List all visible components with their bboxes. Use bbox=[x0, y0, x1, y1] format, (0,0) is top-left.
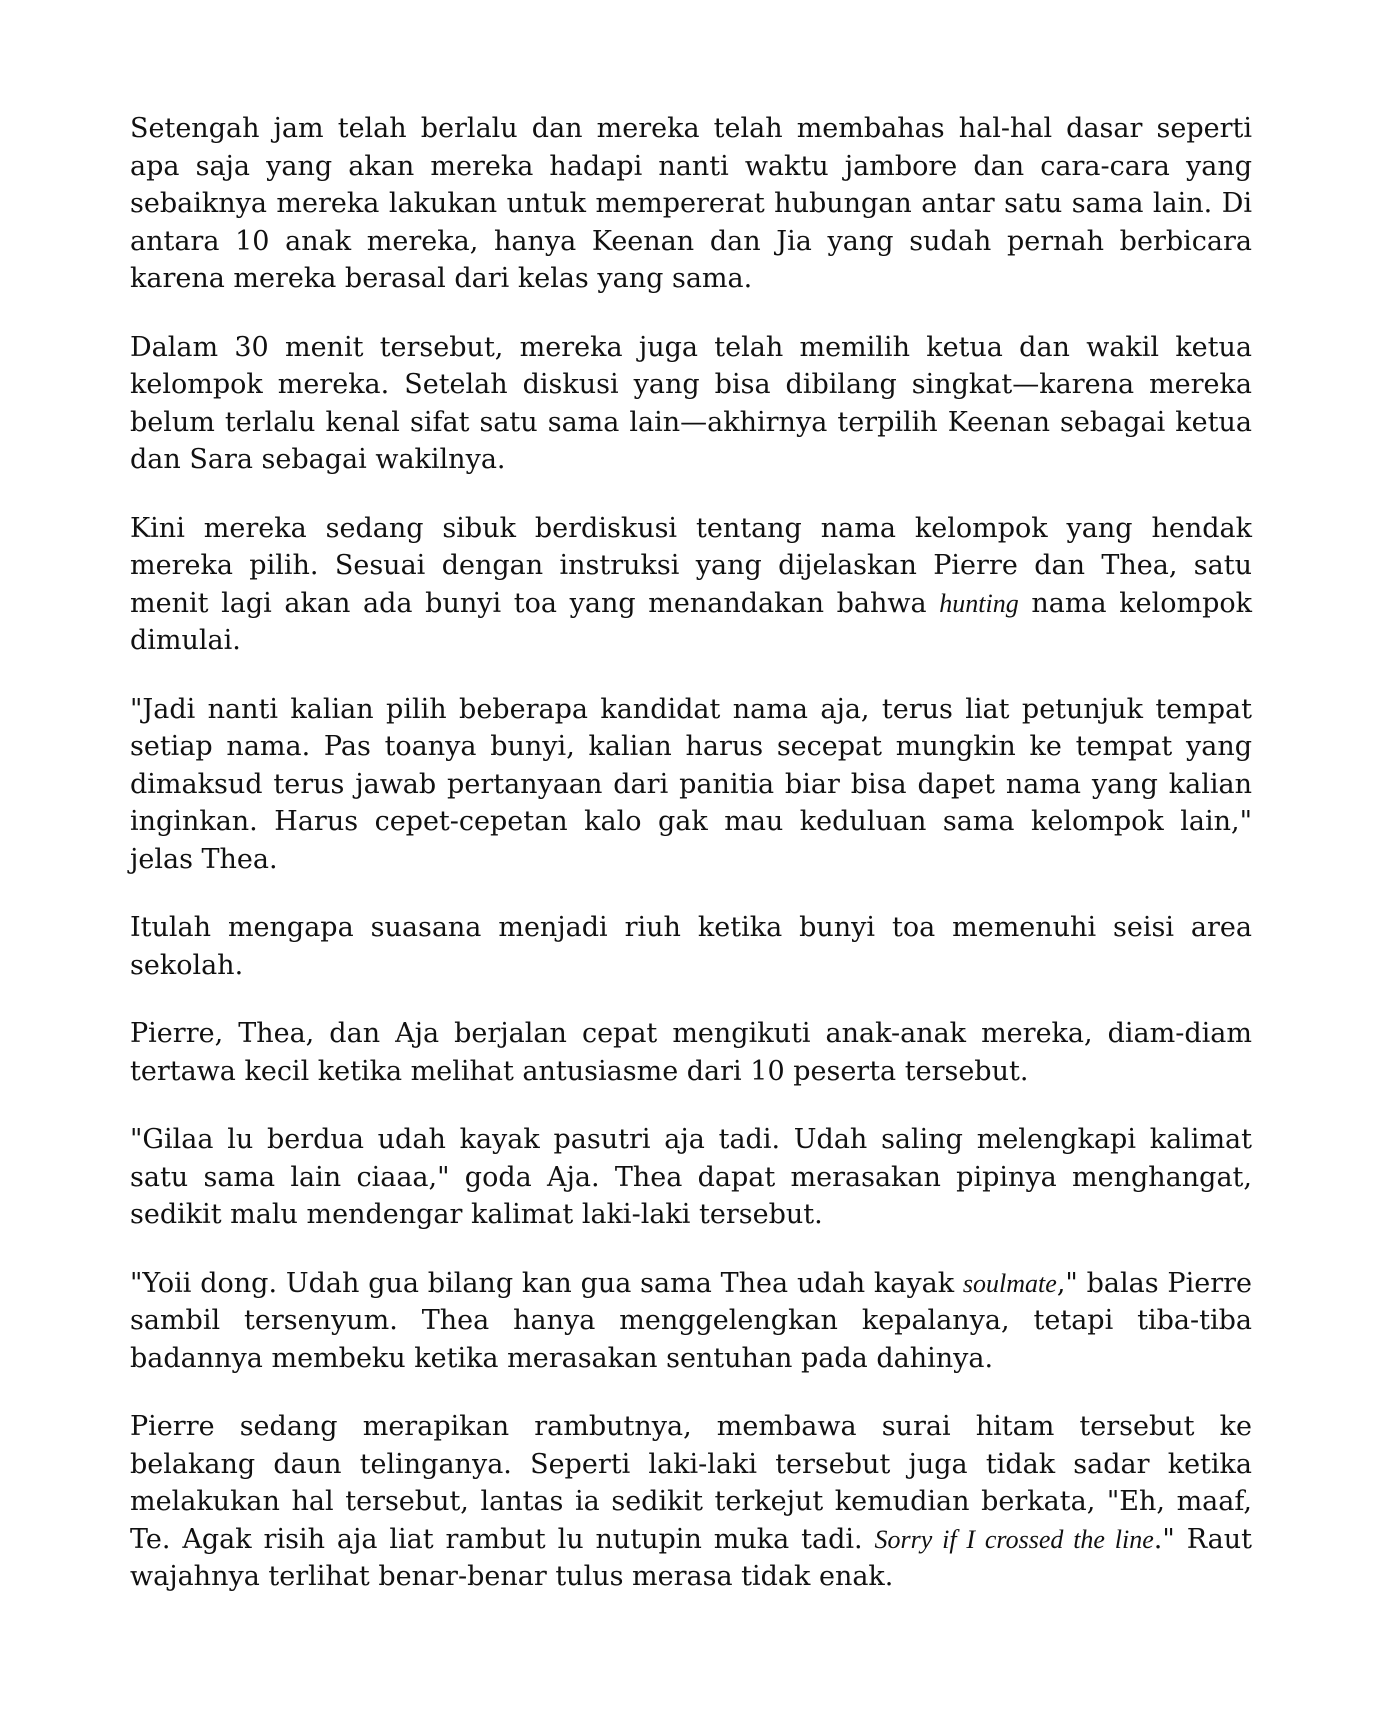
paragraph-text: Itulah mengapa suasana menjadi riuh ketika bunyi toa memenuhi seisi area sekolah. bbox=[130, 912, 1252, 981]
paragraph-text: Pierre sedang merapikan rambutnya, membawa surai hitam tersebut ke belakang daun telinganya. Seperti laki-laki tersebut juga tidak sadar ketika melakukan hal tersebut, lantas ia sedikit terkejut kemudian berkata, "Eh, maaf, Te. Agak risih aja liat rambut lu nutupin muka tadi. bbox=[130, 1411, 1252, 1555]
paragraph-text: Dalam 30 menit tersebut, mereka juga telah memilih ketua dan wakil ketua kelompok mereka. Setelah diskusi yang bisa dibilang singkat—karena mereka belum terlalu kenal sifat satu sama lain—akhirnya terpilih Keenan sebagai ketua dan Sara sebagai wakilnya. bbox=[130, 331, 1252, 475]
paragraph-text: "Gilaa lu berdua udah kayak pasutri aja tadi. Udah saling melengkapi kalimat satu sama lain ciaaa," goda Aja. Thea dapat merasakan pipinya menghangat, sedikit malu mendengar kalimat laki-laki tersebut. bbox=[130, 1124, 1252, 1230]
paragraph-6 bbox=[130, 1015, 1252, 1090]
paragraph-text: Setengah jam telah berlalu dan mereka telah membahas hal-hal dasar seperti apa saja yang akan mereka hadapi nanti waktu jambore dan cara-cara yang sebaiknya mereka lakukan untuk mempererat hubungan antar satu sama lain. Di antara 10 anak mereka, hanya Keenan dan Jia yang sudah pernah berbicara karena mereka berasal dari kelas yang sama. bbox=[130, 113, 1252, 294]
paragraph-text: ." Raut wajahnya terlihat benar-benar tulus merasa tidak enak. bbox=[130, 1523, 1253, 1592]
paragraph-5 bbox=[130, 909, 1252, 984]
document-page bbox=[130, 110, 1252, 1627]
paragraph-text: "Yoii dong. Udah gua bilang kan gua sama Thea udah kayak bbox=[130, 1267, 963, 1299]
paragraph-text: ," balas Pierre sambil tersenyum. Thea hanya menggelengkan kepalanya, tetapi tiba-tiba badannya membeku ketika merasakan sentuhan pada dahinya. bbox=[130, 1267, 1252, 1374]
paragraph-text: Pierre, Thea, dan Aja berjalan cepat mengikuti anak-anak mereka, diam-diam tertawa kecil ketika melihat antusiasme dari 10 peserta tersebut. bbox=[130, 1018, 1252, 1087]
paragraph-4 bbox=[130, 691, 1252, 879]
italic-term: hunting bbox=[939, 588, 1019, 618]
italic-term: Sorry if I crossed the line bbox=[874, 1524, 1154, 1554]
paragraph-9 bbox=[130, 1408, 1252, 1596]
paragraph-1 bbox=[130, 110, 1252, 298]
paragraph-text: nama kelompok dimulai. bbox=[130, 587, 1252, 656]
paragraph-3 bbox=[130, 510, 1252, 660]
paragraph-7 bbox=[130, 1121, 1252, 1234]
paragraph-2 bbox=[130, 329, 1252, 479]
paragraph-8 bbox=[130, 1265, 1252, 1378]
paragraph-text: "Jadi nanti kalian pilih beberapa kandidat nama aja, terus liat petunjuk tempat setiap nama. Pas toanya bunyi, kalian harus secepat mungkin ke tempat yang dimaksud terus jawab pertanyaan dari panitia biar bisa dapet nama yang kalian inginkan. Harus cepet-cepetan kalo gak mau keduluan sama kelompok lain," jelas Thea. bbox=[130, 693, 1252, 875]
paragraph-text: Kini mereka sedang sibuk berdiskusi tentang nama kelompok yang hendak mereka pilih. Sesuai dengan instruksi yang dijelaskan Pierre dan Thea, satu menit lagi akan ada bunyi toa yang menandakan bahwa bbox=[130, 512, 1252, 619]
italic-term: soulmate bbox=[962, 1268, 1057, 1298]
